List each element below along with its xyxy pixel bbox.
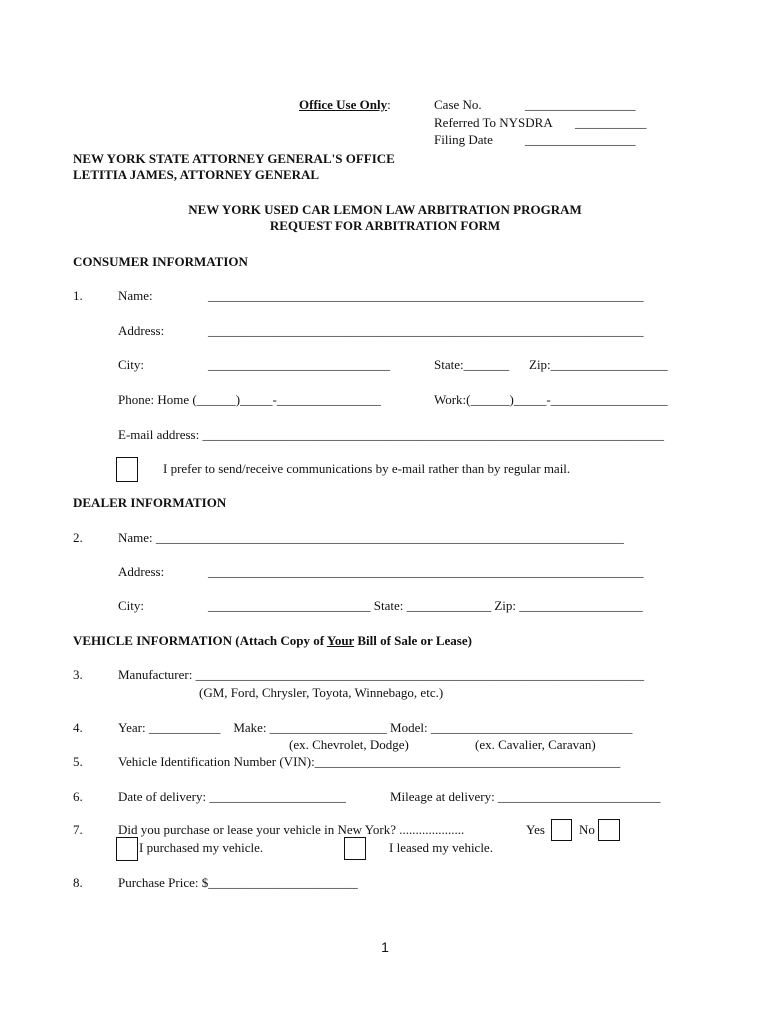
- dealer-city-state-zip-field[interactable]: _________________________ State: _____________ Zip: ___________________: [208, 598, 643, 613]
- year-make-model-field[interactable]: Year: ___________ Make: __________________ Model: _______________________________: [118, 720, 633, 735]
- consumer-work-phone-field[interactable]: Work:(______)_____-__________________: [434, 392, 668, 407]
- form-title: REQUEST FOR ARBITRATION FORM: [269, 218, 501, 233]
- consumer-home-phone-field[interactable]: Phone: Home (______)_____-________________: [118, 392, 381, 407]
- vehicle-heading-your: Your: [326, 633, 355, 648]
- consumer-address-label: Address:: [118, 323, 165, 338]
- vehicle-heading: [73, 633, 472, 649]
- dealer-heading: DEALER INFORMATION: [73, 495, 227, 510]
- dealer-name-field[interactable]: Name: ________________________________________________________________________: [118, 530, 624, 545]
- item-number-6: 6.: [73, 789, 83, 804]
- consumer-email-field[interactable]: E-mail address: _______________________________________________________________________: [118, 427, 664, 442]
- no-label: No: [579, 822, 595, 837]
- page-number: 1: [381, 939, 389, 955]
- item-number-4: 4.: [73, 720, 83, 735]
- consumer-city-field[interactable]: ____________________________: [208, 357, 390, 372]
- case-no-label: Case No.: [434, 97, 482, 112]
- office-name: NEW YORK STATE ATTORNEY GENERAL'S OFFICE: [73, 151, 395, 166]
- delivery-date-field[interactable]: Date of delivery: _____________________: [118, 789, 346, 804]
- office-use-label: Office Use Only: [299, 97, 388, 112]
- consumer-state-field[interactable]: State:_______: [434, 357, 510, 372]
- dealer-address-label: Address:: [118, 564, 165, 579]
- vin-field[interactable]: Vehicle Identification Number (VIN):_______________________________________________: [118, 754, 621, 769]
- purchased-checkbox[interactable]: [116, 837, 138, 861]
- dealer-address-field[interactable]: ___________________________________________________________________: [208, 564, 644, 579]
- vehicle-heading-post: Bill of Sale or Lease): [354, 633, 472, 648]
- filing-date-label: Filing Date: [434, 132, 493, 147]
- email-preference-checkbox[interactable]: [116, 457, 138, 482]
- office-use-label-group: [299, 97, 391, 113]
- yes-label: Yes: [526, 822, 545, 837]
- vehicle-heading-pre: VEHICLE INFORMATION (Attach Copy of: [73, 633, 327, 648]
- item-number-7: 7.: [73, 822, 83, 837]
- case-no-field[interactable]: _________________: [525, 97, 636, 112]
- consumer-name-label: Name:: [118, 288, 153, 303]
- yes-checkbox[interactable]: [551, 819, 572, 841]
- attorney-general: LETITIA JAMES, ATTORNEY GENERAL: [73, 167, 320, 182]
- purchased-label: I purchased my vehicle.: [139, 840, 264, 855]
- leased-checkbox[interactable]: [344, 837, 366, 860]
- mileage-field[interactable]: Mileage at delivery: _________________________: [390, 789, 661, 804]
- consumer-city-label: City:: [118, 357, 145, 372]
- item-number-8: 8.: [73, 875, 83, 890]
- referred-field[interactable]: ___________: [575, 115, 647, 130]
- leased-label: I leased my vehicle.: [389, 840, 493, 855]
- consumer-address-field[interactable]: ___________________________________________________________________: [208, 323, 644, 338]
- office-use-colon: :: [387, 97, 391, 112]
- referred-label: Referred To NYSDRA: [434, 115, 553, 130]
- consumer-heading: CONSUMER INFORMATION: [73, 254, 248, 269]
- make-hint: (ex. Chevrolet, Dodge): [289, 737, 409, 752]
- item-number-1: 1.: [73, 288, 83, 303]
- manufacturer-field[interactable]: Manufacturer: _____________________________________________________________________: [118, 667, 645, 682]
- consumer-zip-field[interactable]: Zip:__________________: [529, 357, 668, 372]
- model-hint: (ex. Cavalier, Caravan): [475, 737, 596, 752]
- program-title: NEW YORK USED CAR LEMON LAW ARBITRATION PROGRAM: [188, 202, 582, 217]
- item-number-3: 3.: [73, 667, 83, 682]
- email-preference-text: I prefer to send/receive communications by e-mail rather than by regular mail.: [163, 461, 571, 476]
- purchase-question: Did you purchase or lease your vehicle in New York? ....................: [118, 822, 465, 837]
- consumer-name-field[interactable]: ___________________________________________________________________: [208, 288, 644, 303]
- dealer-city-label: City:: [118, 598, 145, 613]
- purchase-price-field[interactable]: Purchase Price: $_______________________: [118, 875, 358, 890]
- manufacturer-hint: (GM, Ford, Chrysler, Toyota, Winnebago, etc.): [199, 685, 444, 700]
- item-number-5: 5.: [73, 754, 83, 769]
- filing-date-field[interactable]: _________________: [525, 132, 636, 147]
- item-number-2: 2.: [73, 530, 83, 545]
- no-checkbox[interactable]: [598, 819, 620, 841]
